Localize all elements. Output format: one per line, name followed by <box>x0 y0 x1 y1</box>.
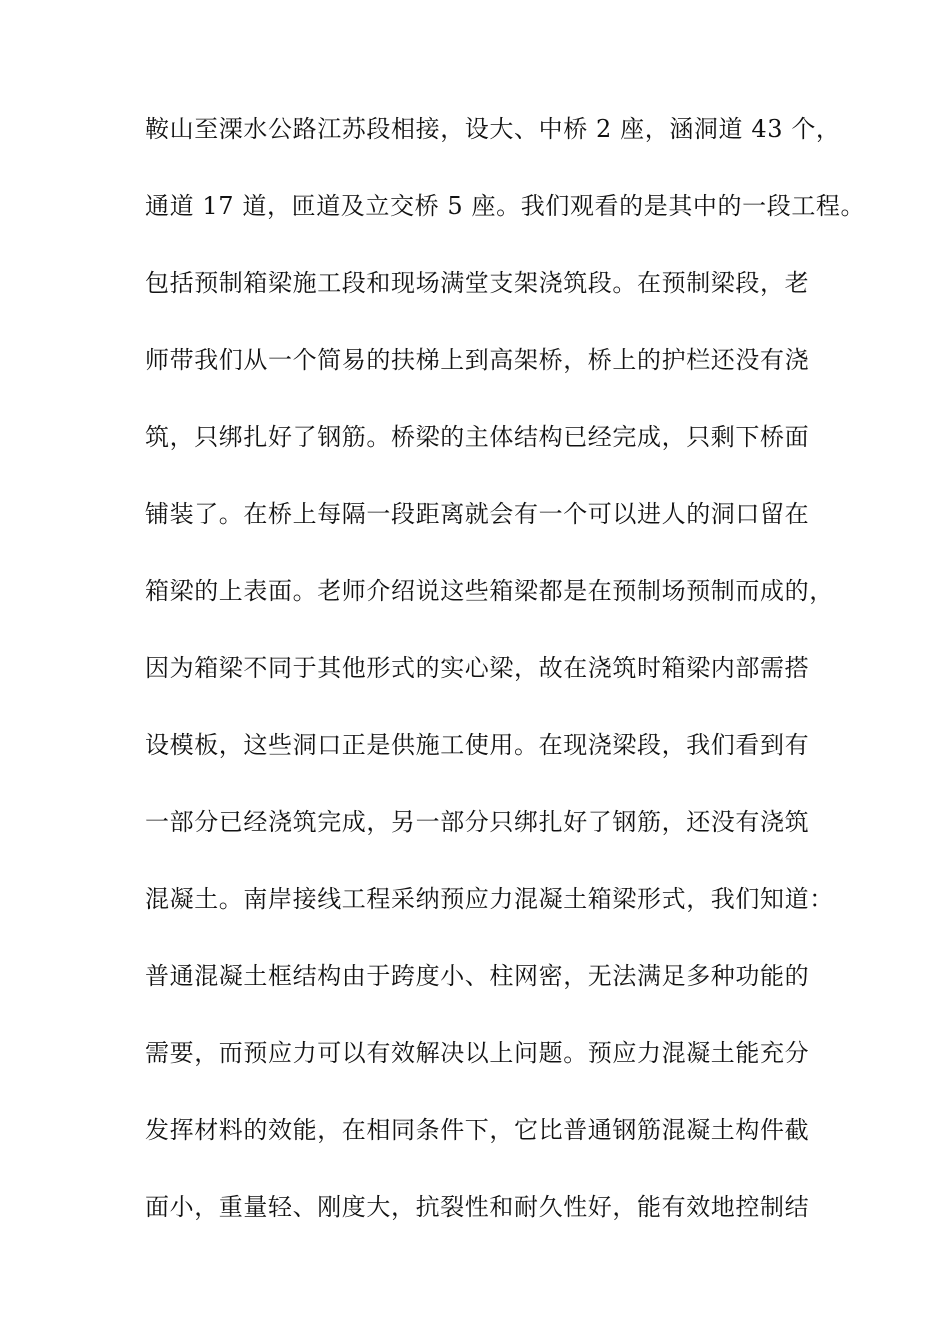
text-line: 面小，重量轻、刚度大，抗裂性和耐久性好，能有效地控制结 <box>145 1193 810 1221</box>
text-line: 通道 17 道，匝道及立交桥 5 座。我们观看的是其中的一段工程。 <box>145 192 866 220</box>
text-line: 包括预制箱梁施工段和现场满堂支架浇筑段。在预制梁段，老 <box>145 269 810 297</box>
text-line: 箱梁的上表面。老师介绍说这些箱梁都是在预制场预制而成的， <box>145 577 834 605</box>
text-line: 筑，只绑扎好了钢筋。桥梁的主体结构已经完成，只剩下桥面 <box>145 423 810 451</box>
text-line: 发挥材料的效能，在相同条件下，它比普通钢筋混凝土构件截 <box>145 1116 810 1144</box>
body-text <box>145 108 866 1263</box>
text-line: 铺装了。在桥上每隔一段距离就会有一个可以进人的洞口留在 <box>145 500 810 528</box>
text-line: 一部分已经浇筑完成，另一部分只绑扎好了钢筋，还没有浇筑 <box>145 808 810 836</box>
text-line: 设模板，这些洞口正是供施工使用。在现浇梁段，我们看到有 <box>145 731 810 759</box>
text-line: 鞍山至溧水公路江苏段相接，设大、中桥 2 座，涵洞道 43 个， <box>145 115 841 143</box>
text-line: 混凝土。南岸接线工程采纳预应力混凝土箱梁形式，我们知道： <box>145 885 834 913</box>
text-line: 因为箱梁不同于其他形式的实心梁，故在浇筑时箱梁内部需搭 <box>145 654 810 682</box>
text-line: 普通混凝土框结构由于跨度小、柱网密，无法满足多种功能的 <box>145 962 810 990</box>
text-line: 师带我们从一个简易的扶梯上到高架桥，桥上的护栏还没有浇 <box>145 346 810 374</box>
text-line: 需要，而预应力可以有效解决以上问题。预应力混凝土能充分 <box>145 1039 810 1067</box>
